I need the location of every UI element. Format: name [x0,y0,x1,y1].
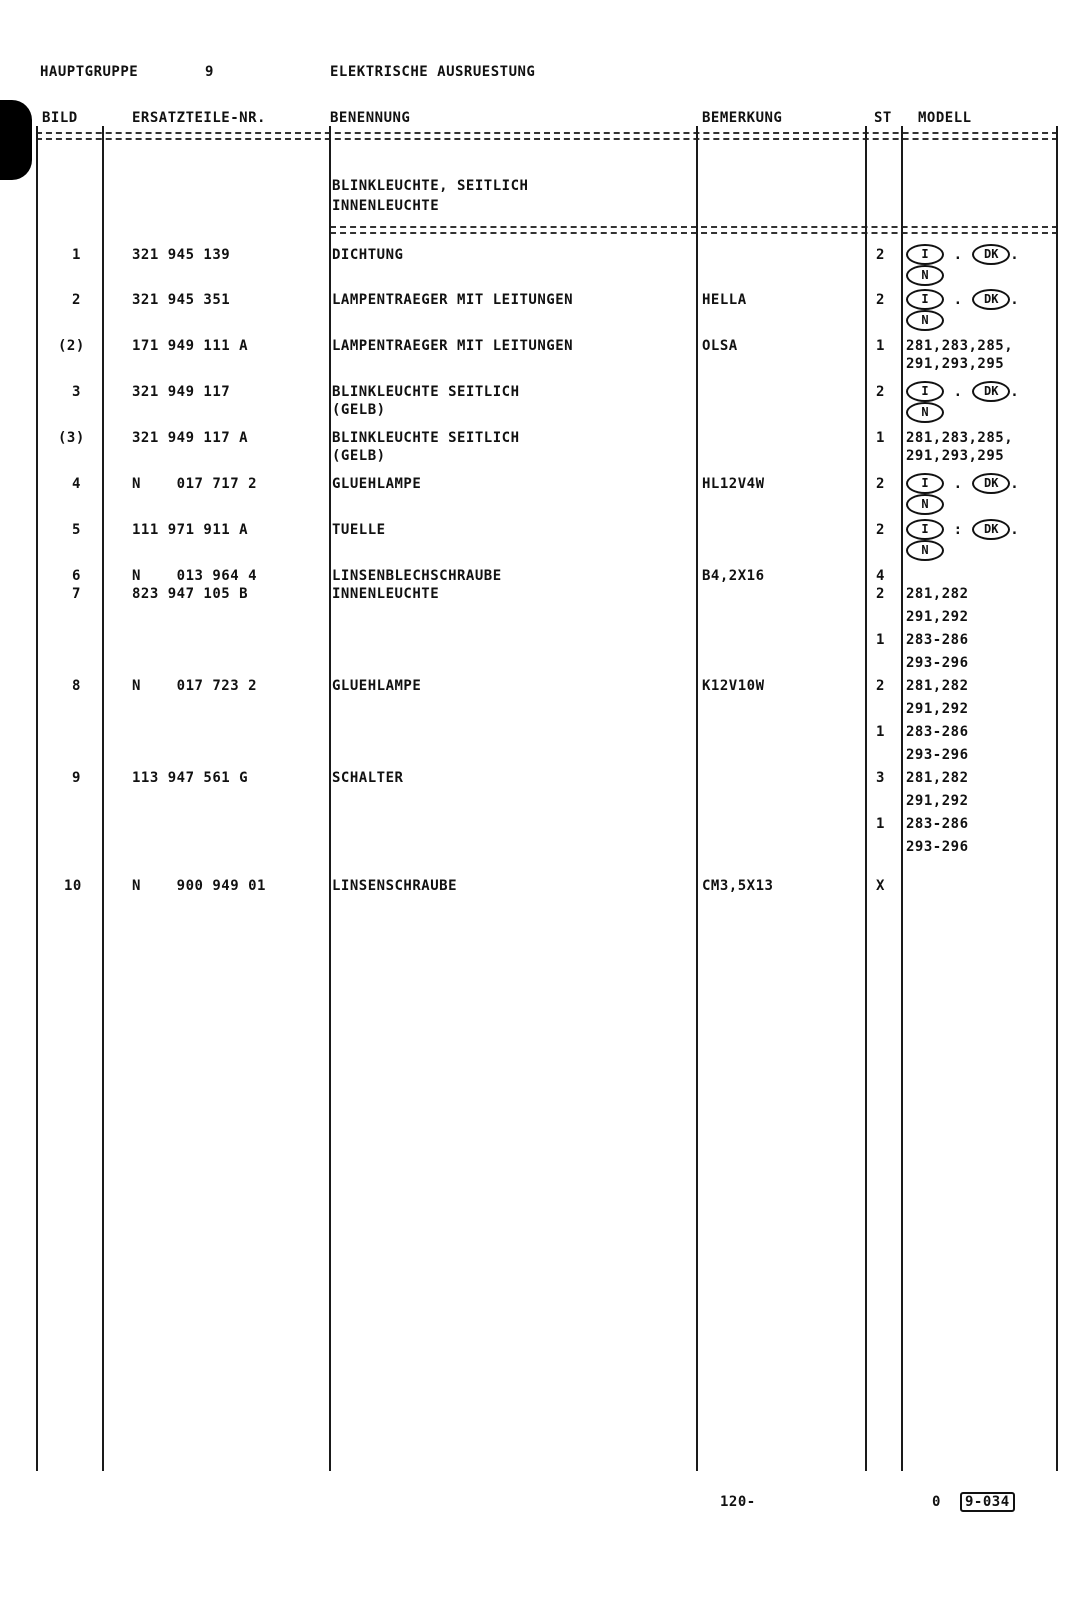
section-subtitle: INNENLEUCHTE [332,198,440,214]
row-qty: 2 [876,476,885,492]
column-divider [901,126,903,1471]
row-bild: (3) [58,430,85,446]
oval-n-icon: N [906,540,944,561]
code-prefix: 0 [932,1494,941,1510]
row-part-no: N 017 723 2 [132,678,258,694]
row-model: 283-286 [906,632,969,648]
row-qty: 1 [876,816,885,832]
row-bild: 8 [72,678,81,694]
oval-i-icon: I [906,381,944,402]
row-part-no: 321 945 139 [132,247,231,263]
row-name: LINSENSCHRAUBE [332,878,458,894]
row-model: 281,282 [906,770,969,786]
row-remark: HELLA [702,292,747,308]
section-separator [330,226,1058,234]
oval-dk-icon: DK [972,244,1010,265]
row-name: GLUEHLAMPE [332,476,422,492]
row-model: 293-296 [906,655,969,671]
group-label: HAUPTGRUPPE [40,64,139,80]
row-model: 291,292 [906,701,969,717]
row-name: INNENLEUCHTE [332,586,440,602]
row-model: 281,283,285, [906,338,1014,354]
row-model: 291,292 [906,609,969,625]
row-bild: 6 [72,568,81,584]
row-bild: 5 [72,522,81,538]
row-remark: OLSA [702,338,738,354]
page-number: 120- [720,1494,756,1510]
row-name-line2: (GELB) [332,402,386,418]
row-qty: 4 [876,568,885,584]
row-bild: 10 [64,878,82,894]
column-divider [102,126,104,1471]
page-edge-mark [0,100,32,180]
model-symbol-group: I . DK . N [906,244,1019,286]
model-symbol-group: I : DK . N [906,519,1019,561]
row-part-no: 321 945 351 [132,292,231,308]
column-divider [329,126,331,1471]
row-model: 281,283,285, [906,430,1014,446]
oval-n-icon: N [906,310,944,331]
row-name: LAMPENTRAEGER MIT LEITUNGEN [332,338,574,354]
oval-dk-icon: DK [972,519,1010,540]
row-model: 281,282 [906,586,969,602]
oval-i-icon: I [906,473,944,494]
row-bild: 1 [72,247,81,263]
oval-n-icon: N [906,402,944,423]
row-part-no: N 013 964 4 [132,568,258,584]
row-remark: CM3,5X13 [702,878,774,894]
row-name: GLUEHLAMPE [332,678,422,694]
row-name: DICHTUNG [332,247,404,263]
row-qty: 1 [876,338,885,354]
oval-i-icon: I [906,519,944,540]
row-qty: 1 [876,724,885,740]
row-remark: B4,2X16 [702,568,765,584]
column-divider [1056,126,1058,1471]
row-bild: (2) [58,338,85,354]
model-symbol-group: I . DK . N [906,289,1019,331]
row-model: 283-286 [906,724,969,740]
column-divider [36,126,38,1471]
row-name: TUELLE [332,522,386,538]
row-qty: 1 [876,632,885,648]
row-qty: 3 [876,770,885,786]
row-part-no: 321 949 117 [132,384,231,400]
model-symbol-group: I . DK . N [906,381,1019,423]
row-model: 291,292 [906,793,969,809]
row-qty: 2 [876,678,885,694]
row-part-no: 321 949 117 A [132,430,249,446]
oval-i-icon: I [906,244,944,265]
row-name: LAMPENTRAEGER MIT LEITUNGEN [332,292,574,308]
row-qty: X [876,878,885,894]
col-header-part-no: ERSATZTEILE-NR. [132,110,266,126]
row-remark: K12V10W [702,678,765,694]
oval-dk-icon: DK [972,473,1010,494]
col-header-qty: ST [874,110,892,126]
oval-dk-icon: DK [972,289,1010,310]
row-part-no: 823 947 105 B [132,586,249,602]
header-separator [36,132,1058,140]
row-model: 291,293,295 [906,356,1005,372]
column-divider [696,126,698,1471]
col-header-model: MODELL [918,110,972,126]
section-title: BLINKLEUCHTE, SEITLICH [332,178,529,194]
row-model: 291,293,295 [906,448,1005,464]
row-name: LINSENBLECHSCHRAUBE [332,568,502,584]
row-part-no: N 017 717 2 [132,476,258,492]
col-header-name: BENENNUNG [330,110,411,126]
row-qty: 2 [876,292,885,308]
row-part-no: 113 947 561 G [132,770,249,786]
group-number: 9 [205,64,214,80]
row-bild: 4 [72,476,81,492]
row-name: SCHALTER [332,770,404,786]
row-bild: 9 [72,770,81,786]
row-name-line2: (GELB) [332,448,386,464]
row-qty: 2 [876,247,885,263]
oval-n-icon: N [906,265,944,286]
model-symbol-group: I . DK . N [906,473,1019,515]
row-qty: 2 [876,522,885,538]
col-header-bild: BILD [42,110,78,126]
row-model: 293-296 [906,747,969,763]
row-name: BLINKLEUCHTE SEITLICH [332,430,520,446]
row-remark: HL12V4W [702,476,765,492]
row-qty: 1 [876,430,885,446]
oval-i-icon: I [906,289,944,310]
row-bild: 7 [72,586,81,602]
row-part-no: 111 971 911 A [132,522,249,538]
row-qty: 2 [876,384,885,400]
row-part-no: N 900 949 01 [132,878,266,894]
row-name: BLINKLEUCHTE SEITLICH [332,384,520,400]
row-part-no: 171 949 111 A [132,338,249,354]
row-model: 281,282 [906,678,969,694]
column-divider [865,126,867,1471]
col-header-remark: BEMERKUNG [702,110,783,126]
row-bild: 2 [72,292,81,308]
row-qty: 2 [876,586,885,602]
oval-dk-icon: DK [972,381,1010,402]
oval-n-icon: N [906,494,944,515]
row-bild: 3 [72,384,81,400]
group-title: ELEKTRISCHE AUSRUESTUNG [330,64,536,80]
row-model: 283-286 [906,816,969,832]
row-model: 293-296 [906,839,969,855]
page-code-badge: 9-034 [960,1492,1015,1512]
